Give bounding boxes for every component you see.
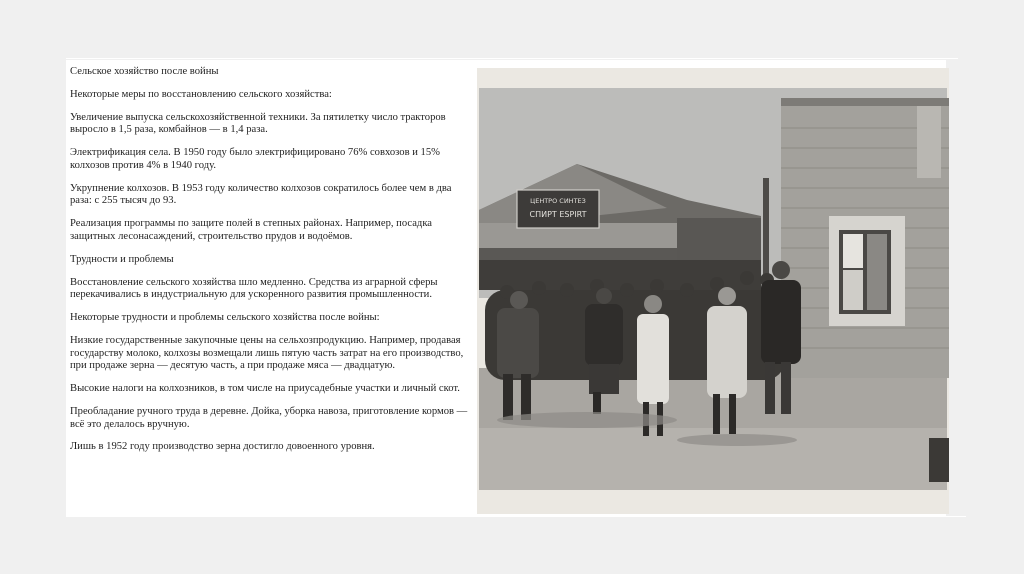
store-sign-line2: СПИРТ ESPIRT [529,210,587,219]
paragraph: Некоторые трудности и проблемы сельского хозяйства после войны: [70,312,380,324]
historical-photo [477,68,949,514]
paragraph: Низкие государственные закупочные цены на сельхозпродукцию. Например, продавая государству молоко, колхозы возмещали лишь пятую часть затрат на его производство, при продаже зерна — десятую часть, а при продаже мяса — двадцатую. [70,334,464,372]
paragraph: Некоторые меры по восстановлению сельского хозяйства: [70,88,332,100]
paragraph: Лишь в 1952 году производство зерна достигло довоенного уровня. [70,441,375,453]
paragraph: Реализация программы по защите полей в степных районах. Например, посадка защитных лесонасаждений, строительство прудов и водоёмов. [70,218,433,242]
paragraph: Увеличение выпуска сельскохозяйственной техники. За пятилетку число тракторов выросло в 1,5 раза, комбайнов — в 1,4 раза. [70,111,446,136]
paragraph: Восстановление сельского хозяйства шло медленно. Средства из аграрной сферы перекачивались в индустриальную для ускоренного развития промышленности. [70,276,438,301]
text-column [70,66,470,464]
top-divider [66,58,958,59]
paragraph: Укрупнение колхозов. В 1953 году количество колхозов сократилось более чем в два раза: с 255 тысяч до 93. [70,182,452,207]
paragraph: Высокие налоги на колхозников, в том числе на приусадебные участки и личный скот. [70,383,460,395]
paragraph: Электрификация села. В 1950 году было электрифицировано 76% совхозов и 15% колхозов против 4% в 1940 году. [70,147,440,171]
store-sign-line1: ЦЕНТРО СИНТЕЗ [530,197,586,205]
bottom-divider [66,516,966,517]
paragraph: Преобладание ручного труда в деревне. Дойка, уборка навоза, приготовление кормов — всё это делалось вручную. [70,405,468,430]
section-heading: Трудности и проблемы [70,253,174,265]
slide-title: Сельское хозяйство после войны [70,66,219,77]
